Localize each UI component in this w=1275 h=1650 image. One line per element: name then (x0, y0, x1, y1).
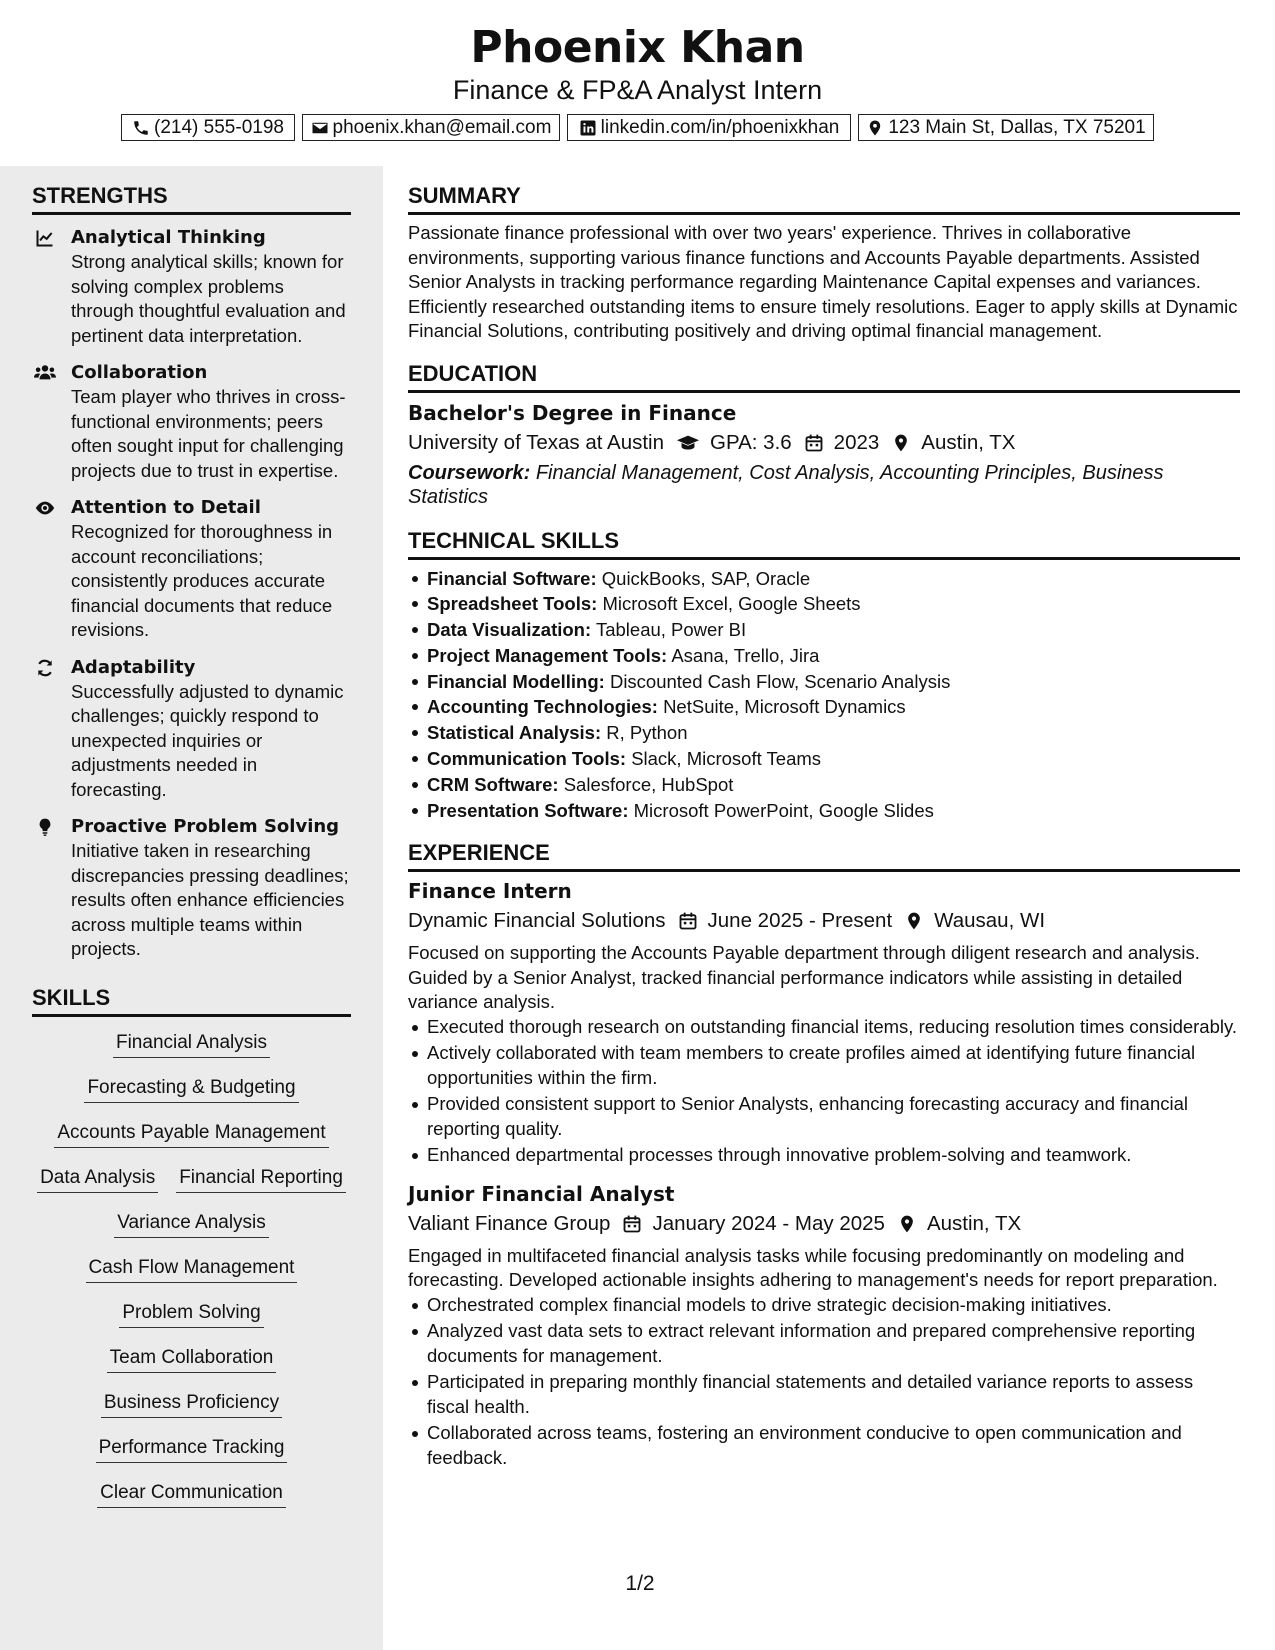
experience-entry (408, 877, 1240, 1168)
experience-heading: EXPERIENCE (408, 839, 1240, 872)
job-location: Austin, TX (926, 1211, 1022, 1235)
linkedin-icon (579, 119, 597, 137)
strength-desc: Recognized for thoroughness in account reconciliations; consistently produces accurate financial documents that reduce revisions. (71, 521, 333, 640)
list-item: Executed thorough research on outstanding financial items, reducing resolution times considerably. (427, 1015, 1240, 1040)
coursework-list: Financial Management, Cost Analysis, Accounting Principles, Business Statistics (408, 461, 1164, 508)
list-item (427, 772, 1240, 798)
job-bullets (408, 1015, 1240, 1168)
degree: Bachelor's Degree in Finance (408, 400, 737, 425)
skill-tag: Financial Reporting (176, 1166, 346, 1193)
address-text: 123 Main St, Dallas, TX 75201 (888, 116, 1146, 138)
contact-phone[interactable] (121, 114, 295, 141)
job-bullets (408, 1293, 1240, 1471)
tech-label: Spreadsheet Tools: (427, 593, 598, 615)
strength-item (32, 814, 351, 962)
tech-value: Slack, Microsoft Teams (631, 748, 822, 770)
graduation-year: 2023 (833, 430, 880, 454)
page-number: 1/2 (625, 1572, 655, 1595)
job-title: Junior Financial Analyst (408, 1181, 675, 1206)
strength-desc: Successfully adjusted to dynamic challenges; quickly respond to unexpected inquiries or adjustments needed in forecasting. (71, 680, 344, 800)
job-title: Finance Intern (408, 879, 572, 904)
technical-skills-heading: TECHNICAL SKILLS (408, 527, 1240, 560)
graduation-cap-icon (676, 433, 700, 453)
skill-tag: Variance Analysis (114, 1211, 269, 1238)
list-item: Actively collaborated with team members to create profiles aimed at identifying future financial opportunities within the firm. (427, 1041, 1240, 1090)
map-pin-icon (897, 1214, 917, 1234)
strength-title: Attention to Detail (71, 497, 261, 518)
sidebar (0, 166, 383, 1650)
tech-value: Tableau, Power BI (595, 619, 747, 641)
strength-desc: Strong analytical skills; known for solving complex problems through thoughtful evaluation and pertinent data interpretation. (71, 251, 346, 346)
experience-entry (408, 1180, 1240, 1471)
tech-value: NetSuite, Microsoft Dynamics (663, 696, 906, 718)
tech-label: Presentation Software: (427, 799, 629, 821)
list-item (427, 720, 1240, 746)
calendar-icon (622, 1214, 642, 1234)
tech-value: Microsoft Excel, Google Sheets (602, 593, 861, 615)
skills-heading: SKILLS (32, 984, 351, 1017)
skill-tag: Clear Communication (97, 1481, 286, 1508)
summary-text: Passionate finance professional with over two years' experience. Thrives in collaborative environments, supporting various finance functions and Accounts Payable departments. Assisted Senior Analysts in tracking performance regarding Maintenance Capital expenses and variances. Efficiently researched outstanding items to ensure timely resolutions. Eager to apply skills at Dynamic Financial Solutions, contributing positively and driving optimal financial management. (408, 222, 1238, 341)
company: Dynamic Financial Solutions (408, 909, 666, 933)
list-item (427, 617, 1240, 643)
tech-label: Project Management Tools: (427, 644, 668, 666)
education-location: Austin, TX (921, 430, 1016, 454)
coursework (408, 461, 1240, 509)
strengths-heading: STRENGTHS (32, 182, 351, 215)
list-item: Participated in preparing monthly financial statements and detailed variance reports to assess fiscal health. (427, 1370, 1240, 1419)
tech-label: CRM Software: (427, 773, 559, 795)
list-item (427, 798, 1240, 824)
resume-header (0, 0, 1275, 166)
list-item: Enhanced departmental processes through innovative problem-solving and teamwork. (427, 1143, 1240, 1168)
education-heading: EDUCATION (408, 360, 1240, 393)
strength-item (32, 225, 351, 348)
list-item (427, 746, 1240, 772)
tech-value: Asana, Trello, Jira (671, 644, 820, 666)
tech-label: Communication Tools: (427, 748, 627, 770)
linkedin-text: linkedin.com/in/phoenixkhan (600, 116, 840, 138)
strength-item (32, 495, 351, 643)
users-icon (34, 363, 56, 383)
job-location: Wausau, WI (934, 909, 1046, 933)
skill-tag: Problem Solving (119, 1301, 263, 1328)
job-meta (408, 907, 1240, 935)
tech-value: Discounted Cash Flow, Scenario Analysis (609, 670, 951, 692)
education-meta (408, 429, 1240, 457)
phone-icon (132, 119, 150, 137)
list-item (427, 694, 1240, 720)
summary-heading: SUMMARY (408, 182, 1240, 215)
tech-value: Salesforce, HubSpot (563, 773, 734, 795)
strength-desc: Initiative taken in researching discrepancies pressing deadlines; results often enhance efficiencies across multiple teams within projects. (71, 840, 349, 959)
phone-text: (214) 555-0198 (154, 116, 284, 138)
tech-label: Data Visualization: (427, 619, 592, 641)
job-dates: June 2025 - Present (707, 909, 893, 933)
list-item (427, 566, 1240, 592)
skill-tag: Accounts Payable Management (54, 1121, 328, 1148)
list-item (427, 643, 1240, 669)
tech-label: Financial Modelling: (427, 670, 605, 692)
contact-bar (0, 114, 1275, 141)
company: Valiant Finance Group (408, 1211, 611, 1235)
strength-item (32, 360, 351, 483)
list-item: Collaborated across teams, fostering an environment conducive to open communication and feedback. (427, 1421, 1240, 1470)
map-pin-icon (904, 911, 924, 931)
strength-item (32, 655, 351, 803)
job-summary: Focused on supporting the Accounts Payable department through diligent research and analysis. Guided by a Senior Analyst, tracked financial performance indicators while assisting in detailed variance analysis. (408, 942, 1200, 1013)
coursework-label: Coursework: (408, 461, 531, 484)
contact-email[interactable] (302, 114, 560, 141)
tech-value: R, Python (606, 722, 688, 744)
calendar-icon (804, 433, 824, 453)
school: University of Texas at Austin (408, 430, 664, 454)
candidate-title: Finance & FP&A Analyst Intern (452, 75, 823, 105)
skill-tag: Forecasting & Budgeting (84, 1076, 298, 1103)
skill-tag: Data Analysis (37, 1166, 158, 1193)
strength-title: Analytical Thinking (71, 227, 266, 248)
strength-title: Adaptability (71, 656, 196, 678)
gpa: GPA: 3.6 (710, 430, 792, 454)
map-pin-icon (866, 119, 884, 137)
strength-desc: Team player who thrives in cross-functional environments; peers often sought input for challenging projects due to trust in expertise. (71, 386, 346, 481)
refresh-icon (34, 658, 56, 678)
calendar-icon (678, 911, 698, 931)
chart-line-icon (34, 228, 56, 248)
envelope-icon (311, 119, 329, 137)
list-item (427, 669, 1240, 695)
skill-tag: Business Proficiency (101, 1391, 282, 1418)
tech-value: Microsoft PowerPoint, Google Slides (633, 799, 934, 821)
skill-tag: Financial Analysis (113, 1031, 270, 1058)
list-item: Analyzed vast data sets to extract relevant information and prepared comprehensive reporting documents for management. (427, 1319, 1240, 1368)
job-dates: January 2024 - May 2025 (652, 1211, 885, 1235)
main-content (408, 166, 1240, 1470)
contact-linkedin[interactable] (567, 114, 851, 141)
strength-title: Proactive Problem Solving (71, 816, 340, 837)
job-meta (408, 1210, 1240, 1238)
technical-skills-list (408, 566, 1240, 824)
list-item (427, 591, 1240, 617)
tech-label: Financial Software: (427, 567, 597, 589)
skill-tag: Team Collaboration (107, 1346, 277, 1373)
strength-title: Collaboration (71, 362, 208, 383)
email-text: phoenix.khan@email.com (332, 116, 552, 138)
contact-address (858, 114, 1154, 141)
list-item: Orchestrated complex financial models to drive strategic decision-making initiatives. (427, 1293, 1240, 1318)
tech-label: Accounting Technologies: (427, 696, 658, 718)
lightbulb-icon (34, 817, 56, 837)
skill-tag: Cash Flow Management (86, 1256, 298, 1283)
candidate-name: Phoenix Khan (470, 22, 805, 73)
map-pin-icon (891, 433, 911, 453)
tech-label: Statistical Analysis: (427, 722, 602, 744)
eye-icon (34, 498, 56, 518)
skills-list (32, 1031, 351, 1526)
list-item: Provided consistent support to Senior Analysts, enhancing forecasting accuracy and financial reporting quality. (427, 1092, 1240, 1141)
skill-tag: Performance Tracking (96, 1436, 288, 1463)
job-summary: Engaged in multifaceted financial analysis tasks while focusing predominantly on modeling and forecasting. Developed actionable insights adhering to management's needs for report preparation. (408, 1244, 1218, 1291)
tech-value: QuickBooks, SAP, Oracle (601, 567, 811, 589)
